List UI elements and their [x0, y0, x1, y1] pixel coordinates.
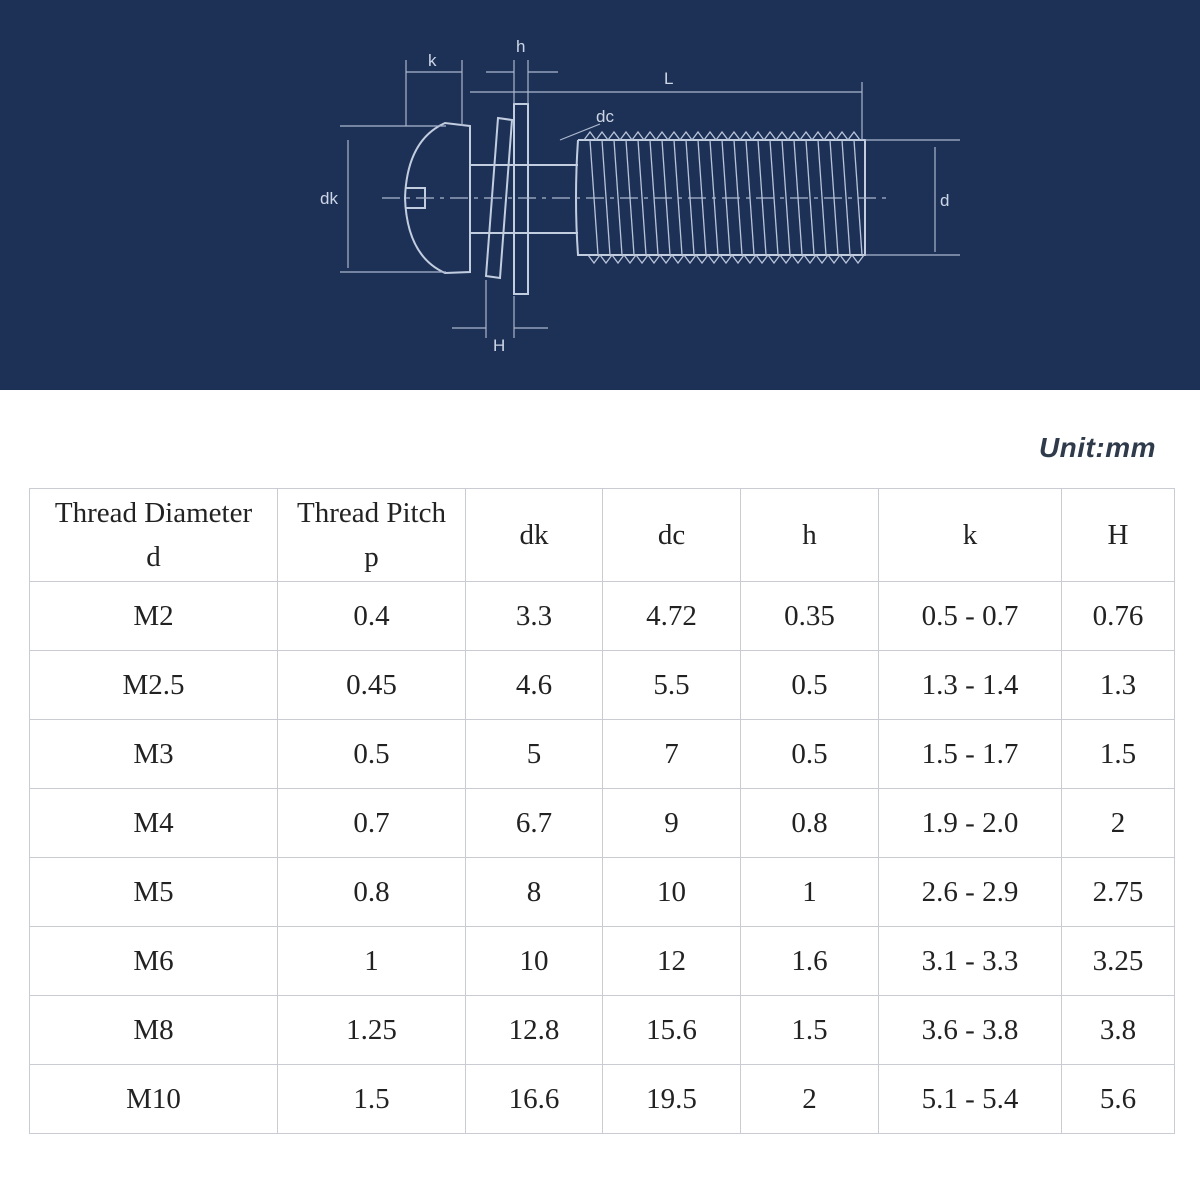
cell-k: 1.3 - 1.4: [879, 651, 1062, 720]
cell-H: 3.25: [1062, 927, 1175, 996]
flat-washer: [514, 104, 528, 294]
label-h: h: [516, 37, 526, 56]
cell-dc: 19.5: [603, 1065, 741, 1134]
cell-dc: 4.72: [603, 582, 741, 651]
table-row: [30, 582, 1175, 651]
cell-dk: 5: [466, 720, 603, 789]
header-dk: dk: [466, 489, 603, 582]
cell-dc: 15.6: [603, 996, 741, 1065]
header-k: k: [879, 489, 1062, 582]
table-row: [30, 651, 1175, 720]
cell-p: 0.8: [278, 858, 466, 927]
cell-h: 0.35: [741, 582, 879, 651]
header-h: h: [741, 489, 879, 582]
header-H: H: [1062, 489, 1175, 582]
label-dc: dc: [596, 107, 614, 126]
cell-k: 3.1 - 3.3: [879, 927, 1062, 996]
cell-h: 1.5: [741, 996, 879, 1065]
cell-k: 3.6 - 3.8: [879, 996, 1062, 1065]
cell-k: 5.1 - 5.4: [879, 1065, 1062, 1134]
cell-d: M3: [30, 720, 278, 789]
cell-d: M10: [30, 1065, 278, 1134]
cell-H: 1.3: [1062, 651, 1175, 720]
cell-p: 1.5: [278, 1065, 466, 1134]
cell-p: 1: [278, 927, 466, 996]
cell-d: M2: [30, 582, 278, 651]
cell-dk: 6.7: [466, 789, 603, 858]
cell-p: 0.7: [278, 789, 466, 858]
cell-d: M2.5: [30, 651, 278, 720]
cell-p: 0.45: [278, 651, 466, 720]
spec-table: [29, 488, 1175, 1134]
label-H: H: [493, 336, 506, 355]
cell-dc: 12: [603, 927, 741, 996]
cell-d: M5: [30, 858, 278, 927]
cell-H: 1.5: [1062, 720, 1175, 789]
cell-H: 5.6: [1062, 1065, 1175, 1134]
cell-dc: 9: [603, 789, 741, 858]
table-row: [30, 858, 1175, 927]
cell-dk: 16.6: [466, 1065, 603, 1134]
cell-p: 1.25: [278, 996, 466, 1065]
label-dk: dk: [320, 189, 338, 208]
table-row: [30, 1065, 1175, 1134]
cell-h: 2: [741, 1065, 879, 1134]
cell-k: 2.6 - 2.9: [879, 858, 1062, 927]
cell-p: 0.4: [278, 582, 466, 651]
cell-d: M6: [30, 927, 278, 996]
cell-h: 0.8: [741, 789, 879, 858]
table-row: [30, 789, 1175, 858]
cell-d: M4: [30, 789, 278, 858]
cell-H: 0.76: [1062, 582, 1175, 651]
cell-h: 0.5: [741, 720, 879, 789]
cell-dk: 12.8: [466, 996, 603, 1065]
cell-dk: 3.3: [466, 582, 603, 651]
cell-h: 1: [741, 858, 879, 927]
table-row: [30, 720, 1175, 789]
cell-dc: 10: [603, 858, 741, 927]
cell-dk: 10: [466, 927, 603, 996]
cell-h: 1.6: [741, 927, 879, 996]
table-row: [30, 927, 1175, 996]
table-row: [30, 996, 1175, 1065]
header-thread-pitch: Thread Pitch p: [278, 489, 466, 582]
table-header-row: [30, 489, 1175, 582]
cell-dc: 7: [603, 720, 741, 789]
header-dc: dc: [603, 489, 741, 582]
cell-H: 3.8: [1062, 996, 1175, 1065]
label-k: k: [428, 51, 437, 70]
cell-H: 2.75: [1062, 858, 1175, 927]
cell-dc: 5.5: [603, 651, 741, 720]
cell-p: 0.5: [278, 720, 466, 789]
label-d: d: [940, 191, 950, 210]
header-thread-diameter: Thread Diameter d: [30, 489, 278, 582]
cell-k: 1.9 - 2.0: [879, 789, 1062, 858]
cell-dk: 8: [466, 858, 603, 927]
cell-H: 2: [1062, 789, 1175, 858]
cell-h: 0.5: [741, 651, 879, 720]
cell-k: 1.5 - 1.7: [879, 720, 1062, 789]
screw-diagram: [0, 0, 1200, 390]
cell-k: 0.5 - 0.7: [879, 582, 1062, 651]
unit-label: Unit:mm: [1038, 432, 1156, 463]
cell-d: M8: [30, 996, 278, 1065]
screw-diagram-panel: [0, 0, 1200, 390]
cell-dk: 4.6: [466, 651, 603, 720]
label-L: L: [664, 69, 674, 88]
